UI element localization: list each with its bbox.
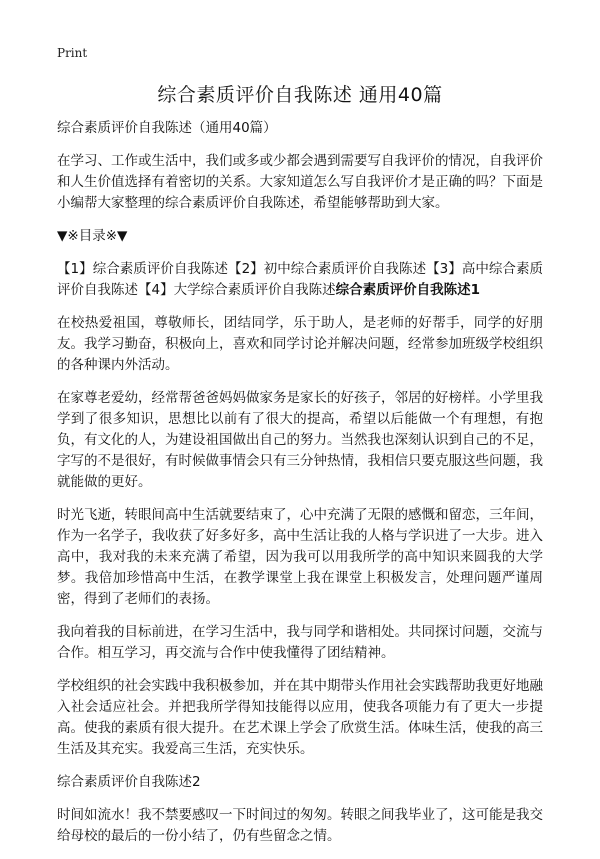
print-label[interactable]: Print <box>57 46 88 60</box>
intro-paragraph: 在学习、工作或生活中，我们或多或少都会遇到需要写自我评价的情况，自我评价和人生价值选择有着密切的关系。大家知道怎么写自我评价才是正确的吗？下面是小编帮大家整理的综合素质评价自我陈述，希望能够帮助到大家。 <box>57 153 543 211</box>
document-subtitle: 综合素质评价自我陈述（通用40篇） <box>57 120 277 136</box>
page-title: 综合素质评价自我陈述 通用40篇 <box>157 84 443 106</box>
body-paragraph-5: 学校组织的社会实践中我积极参加，并在其中期带头作用社会实践帮助我更好地融入社会适应社会。并把我所学得知技能得以应用，使我各项能力有了更大一步提高。使我的素质有很大提升。在艺术课上学会了欣赏生活。体味生活，使我的高三生活及其充实。我爱高三生活，充实快乐。 <box>57 678 543 757</box>
section-2-paragraph: 时间如流水！我不禁要感叹一下时间过的匆匆。转眼之间我毕业了，这可能是我交给母校的最后的一份小结了，仍有些留念之情。 <box>57 807 543 844</box>
body-paragraph-4: 我向着我的目标前进，在学习生活中，我与同学和谐相处。共同探讨问题，交流与合作。相互学习，再交流与合作中使我懂得了团结精神。 <box>57 624 543 661</box>
toc-link-list[interactable]: 【1】综合素质评价自我陈述【2】初中综合素质评价自我陈述【3】高中综合素质评价自我陈述【4】大学综合素质评价自我陈述 <box>57 261 543 298</box>
body-paragraph-3: 时光飞逝，转眼间高中生活就要结束了，心中充满了无限的感慨和留恋，三年间，作为一名学子，我收获了好多好多，高中生活让我的人格与学识进了一大步。进入高中，我对我的未来充满了希望，因为我可以用我所学的高中知识来圆我的大学梦。我倍加珍惜高中生活，在教学课堂上我在课堂上积极发言，处理问题严谨周密，得到了老师们的表扬。 <box>57 507 543 607</box>
section-1-heading: 综合素质评价自我陈述1 <box>335 282 480 298</box>
body-paragraph-2: 在家尊老爱幼，经常帮爸爸妈妈做家务是家长的好孩子，邻居的好榜样。小学里我学到了很多知识，思想比以前有了很大的提高，希望以后能做一个有理想，有抱负，有文化的人，为建设祖国做出自己的努力。当然我也深刻认识到自己的不足，字写的不是很好，有时候做事情会只有三分钟热情，我相信只要克服这些问题，我就能做的更好。 <box>57 390 543 490</box>
toc-links <box>57 259 543 301</box>
toc-label: ▼※目录※▼ <box>57 228 128 244</box>
body-paragraph-1: 在校热爱祖国，尊敬师长，团结同学，乐于助人，是老师的好帮手，同学的好朋友。我学习勤奋，积极向上，喜欢和同学讨论并解决问题，经常参加班级学校组织的各种课内外活动。 <box>57 315 543 373</box>
document-body <box>57 118 543 859</box>
section-2-heading: 综合素质评价自我陈述2 <box>57 774 201 790</box>
